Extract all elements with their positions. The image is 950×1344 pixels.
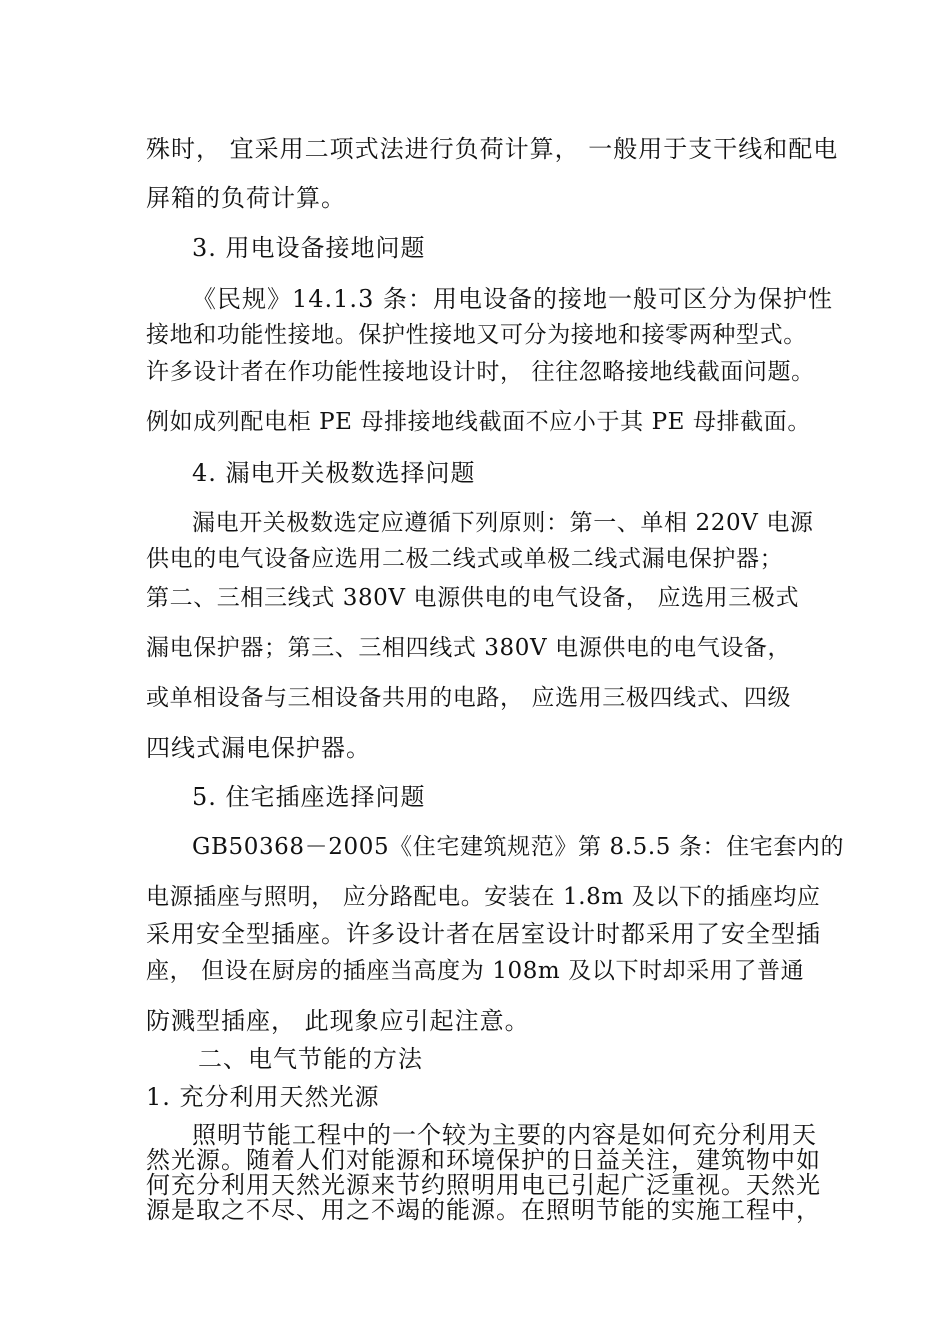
- text-line: GB50368－2005《住宅建筑规范》第 8.5.5 条：住宅套内的: [192, 834, 845, 860]
- text-line: 许多设计者在作功能性接地设计时， 往往忽略接地线截面问题。: [146, 359, 815, 385]
- chapter-heading: 二、电气节能的方法: [198, 1045, 423, 1073]
- text-line: 座， 但设在厨房的插座当高度为 108m 及以下时却采用了普通: [146, 958, 805, 984]
- text-line: 殊时， 宜采用二项式法进行负荷计算， 一般用于支干线和配电: [146, 135, 839, 163]
- section-heading: 1. 充分利用天然光源: [146, 1083, 380, 1111]
- text-line: 电源插座与照明， 应分路配电。安装在 1.8m 及以下的插座均应: [146, 884, 821, 910]
- text-line: 何充分利用天然光源来节约照明用电已引起广泛重视。天然光: [146, 1171, 821, 1199]
- text-line: 采用安全型插座。许多设计者在居室设计时都采用了安全型插: [146, 920, 821, 948]
- section-heading: 4. 漏电开关极数选择问题: [192, 459, 476, 487]
- text-line: 漏电开关极数选定应遵循下列原则：第一、单相 220V 电源: [192, 510, 814, 536]
- section-heading: 3. 用电设备接地问题: [192, 234, 426, 262]
- text-line: 接地和功能性接地。保护性接地又可分为接地和接零两种型式。: [146, 322, 807, 348]
- text-line: 屏箱的负荷计算。: [146, 184, 346, 212]
- text-line: 照明节能工程中的一个较为主要的内容是如何充分利用天: [192, 1121, 817, 1149]
- text-line: 防溅型插座， 此现象应引起注意。: [146, 1007, 530, 1035]
- text-line: 第二、三相三线式 380V 电源供电的电气设备， 应选用三极式: [146, 585, 800, 611]
- text-line: 然光源。随着人们对能源和环境保护的日益关注，建筑物中如: [146, 1146, 821, 1174]
- text-line: 漏电保护器；第三、三相四线式 380V 电源供电的电气设备，: [146, 635, 792, 661]
- text-line: 四线式漏电保护器。: [146, 734, 371, 762]
- text-line: 例如成列配电柜 PE 母排接地线截面不应小于其 PE 母排截面。: [146, 409, 811, 435]
- text-line: 源是取之不尽、用之不竭的能源。在照明节能的实施工程中，: [146, 1196, 821, 1224]
- section-heading: 5. 住宅插座选择问题: [192, 783, 426, 811]
- text-line: 或单相设备与三相设备共用的电路， 应选用三极四线式、四级: [146, 685, 792, 711]
- text-line: 《民规》14.1.3 条：用电设备的接地一般可区分为保护性: [192, 285, 833, 313]
- text-line: 供电的电气设备应选用二极二线式或单极二线式漏电保护器；: [146, 546, 784, 572]
